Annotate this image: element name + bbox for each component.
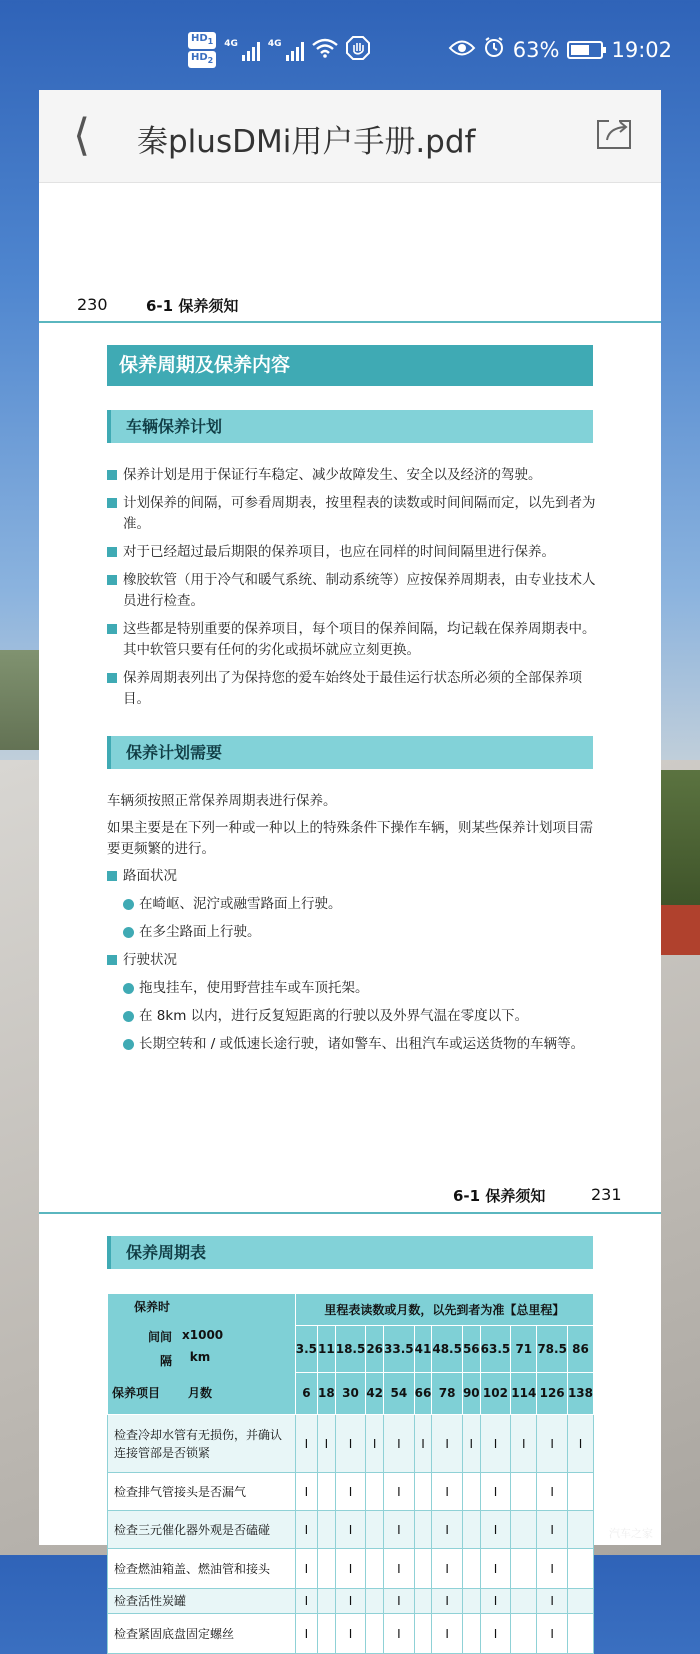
background-trees-left xyxy=(0,650,40,750)
inspect-mark: I xyxy=(445,1484,449,1499)
km-header-cell: 71 xyxy=(511,1326,537,1372)
schedule-cell xyxy=(567,1614,593,1654)
schedule-cell xyxy=(480,1473,511,1511)
schedule-cell xyxy=(335,1415,366,1473)
battery-icon xyxy=(567,41,603,59)
km-header-cell: 78.5 xyxy=(537,1326,568,1372)
list-item: 这些都是特别重要的保养项目，每个项目的保养间隔，均记载在保养周期表中。其中软管只要有任何的劣化或损坏就应立刻更换。 xyxy=(107,619,597,661)
inspect-mark: I xyxy=(493,1561,498,1576)
inspect-mark: I xyxy=(578,1436,583,1451)
km-header-cell: 63.5 xyxy=(480,1326,511,1372)
schedule-cell xyxy=(295,1549,317,1589)
header-rule-231 xyxy=(39,1212,661,1214)
schedule-cell xyxy=(414,1549,432,1589)
paragraph: 如果主要是在下列一种或一种以上的特殊条件下操作车辆，则某些保养计划项目需要更频繁的进行。 xyxy=(107,820,593,857)
inspect-mark: I xyxy=(372,1436,377,1451)
month-header-cell: 6 xyxy=(295,1372,317,1414)
schedule-cell xyxy=(366,1473,384,1511)
list-item: 橡胶软管（用于冷气和暖气系统、制动系统等）应按保养周期表，由专业技术人员进行检查。 xyxy=(107,570,597,612)
schedule-cell xyxy=(366,1415,384,1473)
inspect-mark: I xyxy=(397,1522,401,1537)
hand-gesture-icon xyxy=(346,36,370,64)
schedule-cell xyxy=(567,1473,593,1511)
schedule-cell xyxy=(366,1614,384,1654)
schedule-cell xyxy=(335,1511,366,1549)
battery-fill xyxy=(571,45,589,55)
status-right xyxy=(449,36,672,63)
month-header-cell: 126 xyxy=(537,1372,568,1414)
schedule-cell xyxy=(511,1415,537,1473)
schedule-cell xyxy=(537,1589,568,1614)
hd1-icon: $HD_1$ xyxy=(188,32,216,49)
inspect-mark: I xyxy=(304,1594,309,1608)
schedule-cell xyxy=(567,1415,593,1473)
schedule-cell xyxy=(511,1511,537,1549)
driving-condition-label: 行驶状况 xyxy=(107,950,597,971)
maintenance-schedule-table xyxy=(107,1293,594,1654)
network-type-1: 4G xyxy=(224,39,238,49)
hd-voice-indicators xyxy=(188,32,216,68)
inspect-mark: I xyxy=(445,1594,449,1608)
pdf-viewer xyxy=(39,90,661,1641)
schedule-cell xyxy=(537,1549,568,1589)
inspect-mark: I xyxy=(304,1626,309,1641)
schedule-cell xyxy=(414,1473,432,1511)
schedule-cell xyxy=(318,1511,336,1549)
schedule-cell xyxy=(335,1589,366,1614)
inspect-mark: I xyxy=(304,1522,309,1537)
header-rule xyxy=(39,321,661,323)
inspect-mark: I xyxy=(550,1484,554,1499)
table-row xyxy=(108,1614,594,1654)
network-type-2: 4G xyxy=(267,39,282,49)
table-row xyxy=(108,1549,594,1589)
paragraph: 车辆须按照正常保养周期表进行保养。 xyxy=(107,793,337,809)
section-header-left: 6-1 保养须知 xyxy=(146,297,239,315)
inspect-mark: I xyxy=(493,1626,498,1641)
schedule-cell xyxy=(432,1614,463,1654)
month-header-cell: 90 xyxy=(462,1372,480,1414)
schedule-cell xyxy=(295,1415,317,1473)
list-item: 在多尘路面上行驶。 xyxy=(123,922,597,943)
inspect-mark: I xyxy=(445,1522,449,1537)
corner-label-item: 保养项目 xyxy=(112,1386,161,1400)
corner-label-mid2: 隔 xyxy=(160,1354,173,1368)
signal-1-icon xyxy=(224,39,260,61)
month-header-cell: 18 xyxy=(318,1372,336,1414)
main-heading: 保养周期及保养内容 xyxy=(107,345,593,386)
signal-2-icon xyxy=(268,39,304,61)
plan-bullet-list xyxy=(107,465,597,717)
alarm-clock-icon xyxy=(483,36,505,63)
schedule-cell xyxy=(462,1473,480,1511)
km-header-cell: 3.5 xyxy=(295,1326,317,1372)
maintenance-item: 检查冷却水管有无损伤，并确认连接管部是否锁紧 xyxy=(108,1415,296,1473)
inspect-mark: I xyxy=(304,1561,309,1576)
table-row xyxy=(108,1415,594,1473)
km-header-cell: 11 xyxy=(318,1326,336,1372)
km-header-cell: 86 xyxy=(567,1326,593,1372)
schedule-cell xyxy=(462,1589,480,1614)
schedule-cell xyxy=(295,1614,317,1654)
month-header-cell: 66 xyxy=(414,1372,432,1414)
inspect-mark: I xyxy=(493,1522,498,1537)
wifi-icon xyxy=(312,38,338,62)
inspect-mark: I xyxy=(348,1626,353,1641)
schedule-cell xyxy=(414,1614,432,1654)
back-chevron-icon[interactable]: ⟨ xyxy=(73,110,91,161)
inspect-mark: I xyxy=(348,1561,353,1576)
schedule-cell xyxy=(295,1511,317,1549)
schedule-cell xyxy=(537,1614,568,1654)
table-row xyxy=(108,1511,594,1549)
schedule-cell xyxy=(318,1614,336,1654)
inspect-mark: I xyxy=(348,1522,353,1537)
inspect-mark: I xyxy=(445,1626,449,1641)
road-condition-label: 路面状况 xyxy=(107,866,597,887)
schedule-cell xyxy=(511,1473,537,1511)
km-header-cell: 18.5 xyxy=(335,1326,366,1372)
subheading-needs: 保养计划需要 xyxy=(107,736,593,769)
list-item: 保养周期表列出了为保持您的爱车始终处于最佳运行状态所必须的全部保养项目。 xyxy=(107,668,597,710)
hd2-icon: $HD_2$ xyxy=(188,51,216,68)
inspect-mark: I xyxy=(397,1436,401,1451)
inspect-mark: I xyxy=(445,1561,449,1576)
month-header-cell: 54 xyxy=(384,1372,415,1414)
table-row xyxy=(108,1473,594,1511)
month-header-cell: 42 xyxy=(366,1372,384,1414)
subheading-plan: 车辆保养计划 xyxy=(107,410,593,443)
schedule-cell xyxy=(335,1614,366,1654)
schedule-cell xyxy=(335,1549,366,1589)
km-header-cell: 48.5 xyxy=(432,1326,463,1372)
maintenance-item: 检查燃油箱盖、燃油管和接头 xyxy=(108,1549,296,1589)
schedule-cell xyxy=(567,1511,593,1549)
schedule-cell xyxy=(335,1473,366,1511)
schedule-cell xyxy=(384,1473,415,1511)
inspect-mark: I xyxy=(493,1436,498,1451)
schedule-cell xyxy=(511,1549,537,1589)
inspect-mark: I xyxy=(348,1484,353,1499)
background-wall-right xyxy=(660,905,700,955)
inspect-mark: I xyxy=(550,1594,554,1608)
list-item: 拖曳挂车，使用野营挂车或车顶托架。 xyxy=(123,978,597,999)
share-icon[interactable] xyxy=(595,118,633,154)
schedule-cell xyxy=(295,1473,317,1511)
page-number-left: 230 xyxy=(77,295,108,314)
schedule-cell xyxy=(462,1549,480,1589)
inspect-mark: I xyxy=(445,1436,449,1451)
month-header-cell: 138 xyxy=(567,1372,593,1414)
schedule-cell xyxy=(414,1511,432,1549)
month-header-cell: 114 xyxy=(511,1372,537,1414)
month-header-cell: 30 xyxy=(335,1372,366,1414)
list-item: 长期空转和 / 或低速长途行驶，诸如警车、出租汽车或运送货物的车辆等。 xyxy=(123,1034,597,1055)
app-header xyxy=(39,90,661,183)
schedule-cell xyxy=(537,1511,568,1549)
maintenance-item: 检查三元催化器外观是否磕碰 xyxy=(108,1511,296,1549)
maintenance-item: 检查排气管接头是否漏气 xyxy=(108,1473,296,1511)
list-item: 在崎岖、泥泞或融雪路面上行驶。 xyxy=(123,894,597,915)
schedule-cell xyxy=(414,1589,432,1614)
mileage-span-header: 里程表读数或月数，以先到者为准【总里程】 xyxy=(295,1294,593,1326)
schedule-cell xyxy=(432,1473,463,1511)
inspect-mark: I xyxy=(550,1626,554,1641)
list-item: 计划保养的间隔，可参看周期表，按里程表的读数或时间间隔而定，以先到者为准。 xyxy=(107,493,597,535)
schedule-cell xyxy=(318,1549,336,1589)
km-header-cell: 33.5 xyxy=(384,1326,415,1372)
km-header-cell: 41 xyxy=(414,1326,432,1372)
km-header-cell: 26 xyxy=(366,1326,384,1372)
maintenance-item: 检查紧固底盘固定螺丝 xyxy=(108,1614,296,1654)
schedule-cell xyxy=(384,1511,415,1549)
inspect-mark: I xyxy=(493,1484,498,1499)
schedule-cell xyxy=(295,1589,317,1614)
inspect-mark: I xyxy=(304,1436,309,1451)
schedule-cell xyxy=(480,1511,511,1549)
schedule-cell xyxy=(480,1415,511,1473)
schedule-cell xyxy=(432,1511,463,1549)
schedule-cell xyxy=(318,1473,336,1511)
schedule-cell xyxy=(366,1549,384,1589)
table-corner-cell xyxy=(108,1294,296,1415)
inspect-mark: I xyxy=(397,1594,401,1608)
schedule-cell xyxy=(511,1589,537,1614)
corner-unit-month: 月数 xyxy=(188,1386,213,1400)
list-item: 在 8km 以内，进行反复短距离的行驶以及外界气温在零度以下。 xyxy=(123,1006,597,1027)
schedule-cell xyxy=(462,1614,480,1654)
table-row xyxy=(108,1589,594,1614)
clock-time: 19:02 xyxy=(611,37,672,62)
corner-label-mid1: 间间 xyxy=(148,1330,173,1344)
background-trees-right xyxy=(660,770,700,910)
inspect-mark: I xyxy=(493,1594,498,1608)
inspect-mark: I xyxy=(324,1436,329,1451)
inspect-mark: I xyxy=(421,1436,425,1451)
schedule-cell xyxy=(480,1589,511,1614)
inspect-mark: I xyxy=(550,1522,554,1537)
needs-content xyxy=(107,791,597,1062)
inspect-mark: I xyxy=(397,1561,401,1576)
inspect-mark: I xyxy=(550,1561,554,1576)
battery-percent: 63% xyxy=(512,37,560,62)
inspect-mark: I xyxy=(469,1436,474,1451)
inspect-mark: I xyxy=(522,1436,526,1451)
schedule-cell xyxy=(462,1511,480,1549)
schedule-cell xyxy=(318,1589,336,1614)
corner-label-top: 保养时 xyxy=(134,1300,171,1314)
inspect-mark: I xyxy=(397,1484,401,1499)
schedule-cell xyxy=(462,1415,480,1473)
schedule-cell xyxy=(480,1614,511,1654)
schedule-cell xyxy=(318,1415,336,1473)
schedule-cell xyxy=(384,1614,415,1654)
schedule-cell xyxy=(384,1549,415,1589)
inspect-mark: I xyxy=(304,1484,309,1499)
month-header-cell: 102 xyxy=(480,1372,511,1414)
month-header-cell: 78 xyxy=(432,1372,463,1414)
inspect-mark: I xyxy=(550,1436,554,1451)
inspect-mark: I xyxy=(397,1626,401,1641)
schedule-cell xyxy=(432,1549,463,1589)
schedule-cell xyxy=(366,1511,384,1549)
schedule-cell xyxy=(432,1589,463,1614)
table-header-row xyxy=(108,1294,594,1326)
schedule-cell xyxy=(537,1473,568,1511)
schedule-cell xyxy=(414,1415,432,1473)
schedule-cell xyxy=(384,1415,415,1473)
eye-comfort-icon xyxy=(449,38,475,62)
schedule-cell xyxy=(567,1589,593,1614)
inspect-mark: I xyxy=(348,1436,353,1451)
maintenance-item: 检查活性炭罐 xyxy=(108,1589,296,1614)
schedule-cell xyxy=(432,1415,463,1473)
page-number-right: 231 xyxy=(591,1185,622,1204)
status-left xyxy=(188,32,370,68)
schedule-cell xyxy=(567,1549,593,1589)
schedule-cell xyxy=(366,1589,384,1614)
inspect-mark: I xyxy=(348,1594,353,1608)
document-title: 秦plusDMi用户手册.pdf xyxy=(137,124,476,160)
list-item: 对于已经超过最后期限的保养项目，也应在同样的时间间隔里进行保养。 xyxy=(107,542,597,563)
schedule-cell xyxy=(384,1589,415,1614)
schedule-cell xyxy=(537,1415,568,1473)
section-header-right: 6-1 保养须知 xyxy=(453,1187,546,1205)
subheading-schedule: 保养周期表 xyxy=(107,1236,593,1269)
schedule-cell xyxy=(511,1614,537,1654)
list-item: 保养计划是用于保证行车稳定、减少故障发生、安全以及经济的驾驶。 xyxy=(107,465,597,486)
km-header-cell: 56 xyxy=(462,1326,480,1372)
corner-unit-km: x1000 km xyxy=(182,1328,224,1364)
schedule-cell xyxy=(480,1549,511,1589)
status-bar xyxy=(0,28,700,78)
watermark: 汽车之家 xyxy=(609,1527,653,1540)
